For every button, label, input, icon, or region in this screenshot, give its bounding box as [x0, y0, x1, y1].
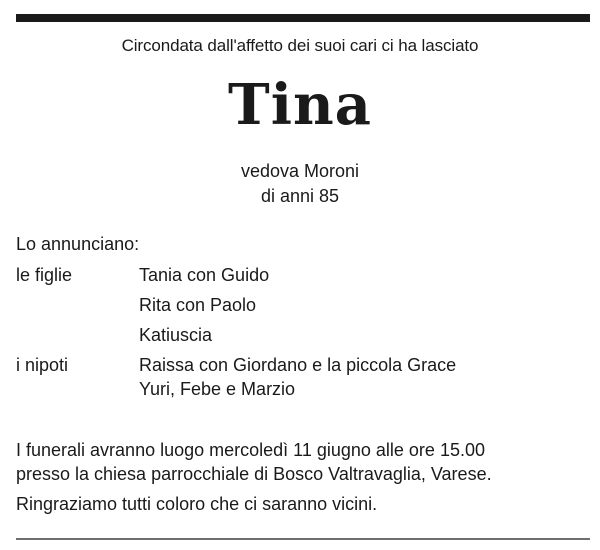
grandchildren-label: i nipoti	[16, 355, 69, 375]
funeral-line-1: I funerali avranno luogo mercoledì 11 giugno alle ore 15.00	[16, 440, 485, 460]
announce-label: Lo annunciano:	[16, 234, 140, 254]
widow-line: vedova Moroni	[240, 161, 360, 181]
thanks-line: Ringraziamo tutti coloro che ci saranno vicini.	[16, 494, 378, 514]
bottom-rule	[16, 538, 590, 540]
deceased-name: Tina	[228, 72, 372, 138]
daughters-label: le figlie	[16, 265, 73, 285]
grandchild-item: Yuri, Febe e Marzio	[139, 379, 296, 399]
daughter-item: Tania con Guido	[139, 265, 270, 285]
grandchild-item: Raissa con Giordano e la piccola Grace	[139, 355, 457, 375]
age-line: di anni 85	[260, 186, 340, 206]
daughter-item: Katiuscia	[139, 325, 213, 345]
intro-text: Circondata dall'affetto dei suoi cari ci ha lasciato	[121, 36, 479, 55]
top-rule	[16, 14, 590, 22]
daughter-item: Rita con Paolo	[139, 295, 257, 315]
funeral-line-2: presso la chiesa parrocchiale di Bosco Valtravaglia, Varese.	[16, 464, 492, 484]
